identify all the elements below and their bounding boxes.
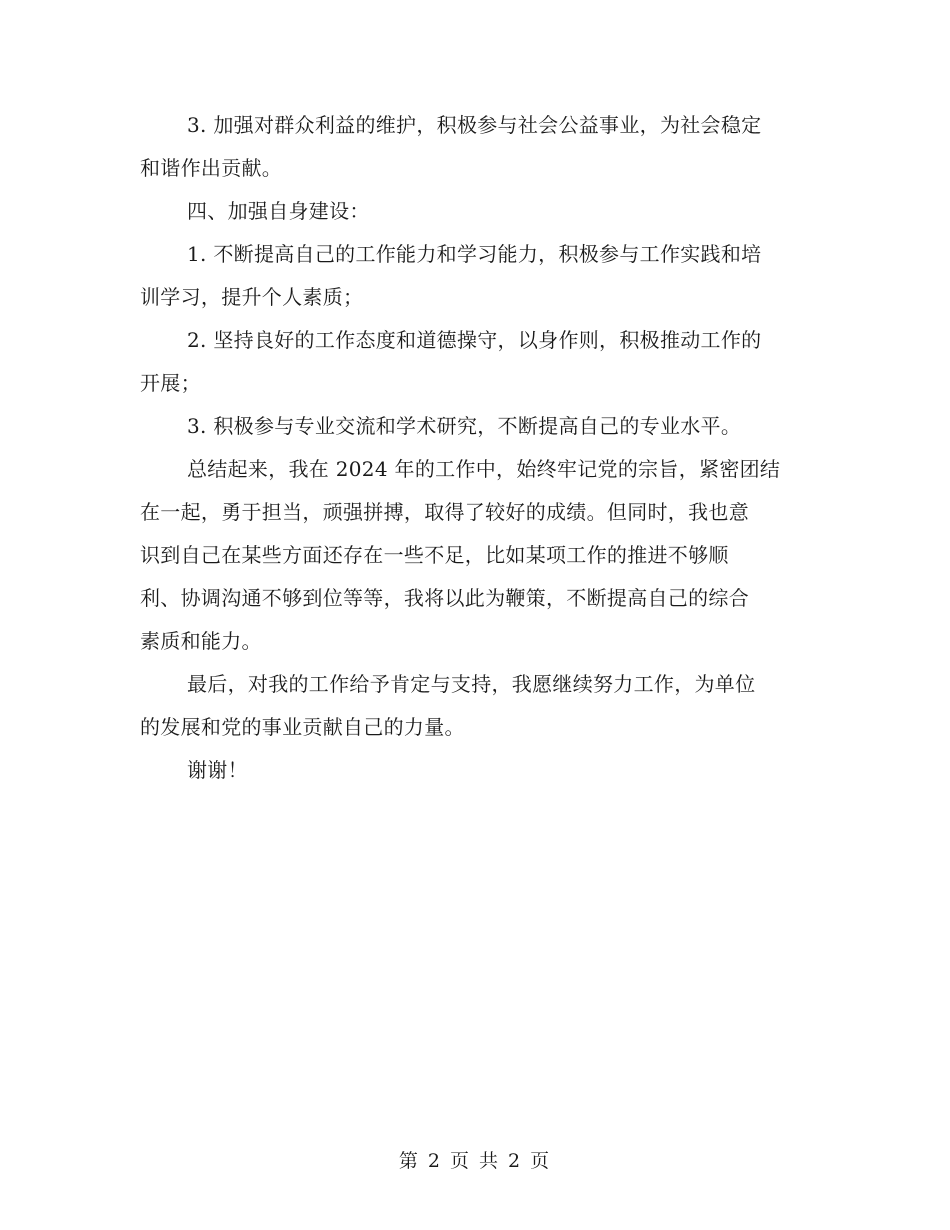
paragraph-public-welfare: [140, 104, 810, 190]
paragraph-thanks: [140, 749, 810, 792]
paragraph-summary: [140, 448, 810, 663]
text-line: 利、协调沟通不够到位等等，我将以此为鞭策，不断提高自己的综合: [140, 586, 749, 610]
text-line: 素质和能力。: [140, 629, 262, 653]
text-line: 总结起来，我在 2024 年的工作中，始终牢记党的宗旨，紧密团结: [187, 457, 781, 481]
text-line: 开展；: [140, 371, 201, 395]
paragraph-improve-ability: [140, 233, 810, 319]
text-line: 四、加强自身建设：: [187, 199, 370, 223]
paragraph-work-attitude: [140, 319, 810, 405]
text-line: 2. 坚持良好的工作态度和道德操守，以身作则，积极推动工作的: [187, 328, 762, 352]
document-body: [140, 104, 810, 792]
text-line: 谢谢！: [187, 758, 248, 782]
text-line: 的发展和党的事业贡献自己的力量。: [140, 715, 465, 739]
text-line: 3. 积极参与专业交流和学术研究，不断提高自己的专业水平。: [187, 414, 742, 438]
section-heading-self-building: [140, 190, 810, 233]
page-number-footer: 第 2 页 共 2 页: [398, 1150, 552, 1172]
text-line: 最后，对我的工作给予肯定与支持，我愿继续努力工作，为单位: [187, 672, 756, 696]
paragraph-closing: [140, 663, 810, 749]
paragraph-academic-research: [140, 405, 810, 448]
text-line: 识到自己在某些方面还存在一些不足，比如某项工作的推进不够顺: [140, 543, 729, 567]
text-line: 3. 加强对群众利益的维护，积极参与社会公益事业，为社会稳定: [187, 113, 762, 137]
text-line: 在一起，勇于担当，顽强拼搏，取得了较好的成绩。但同时，我也意: [140, 500, 749, 524]
text-line: 1. 不断提高自己的工作能力和学习能力，积极参与工作实践和培: [187, 242, 762, 266]
text-line: 和谐作出贡献。: [140, 156, 283, 180]
text-line: 训学习，提升个人素质；: [140, 285, 364, 309]
